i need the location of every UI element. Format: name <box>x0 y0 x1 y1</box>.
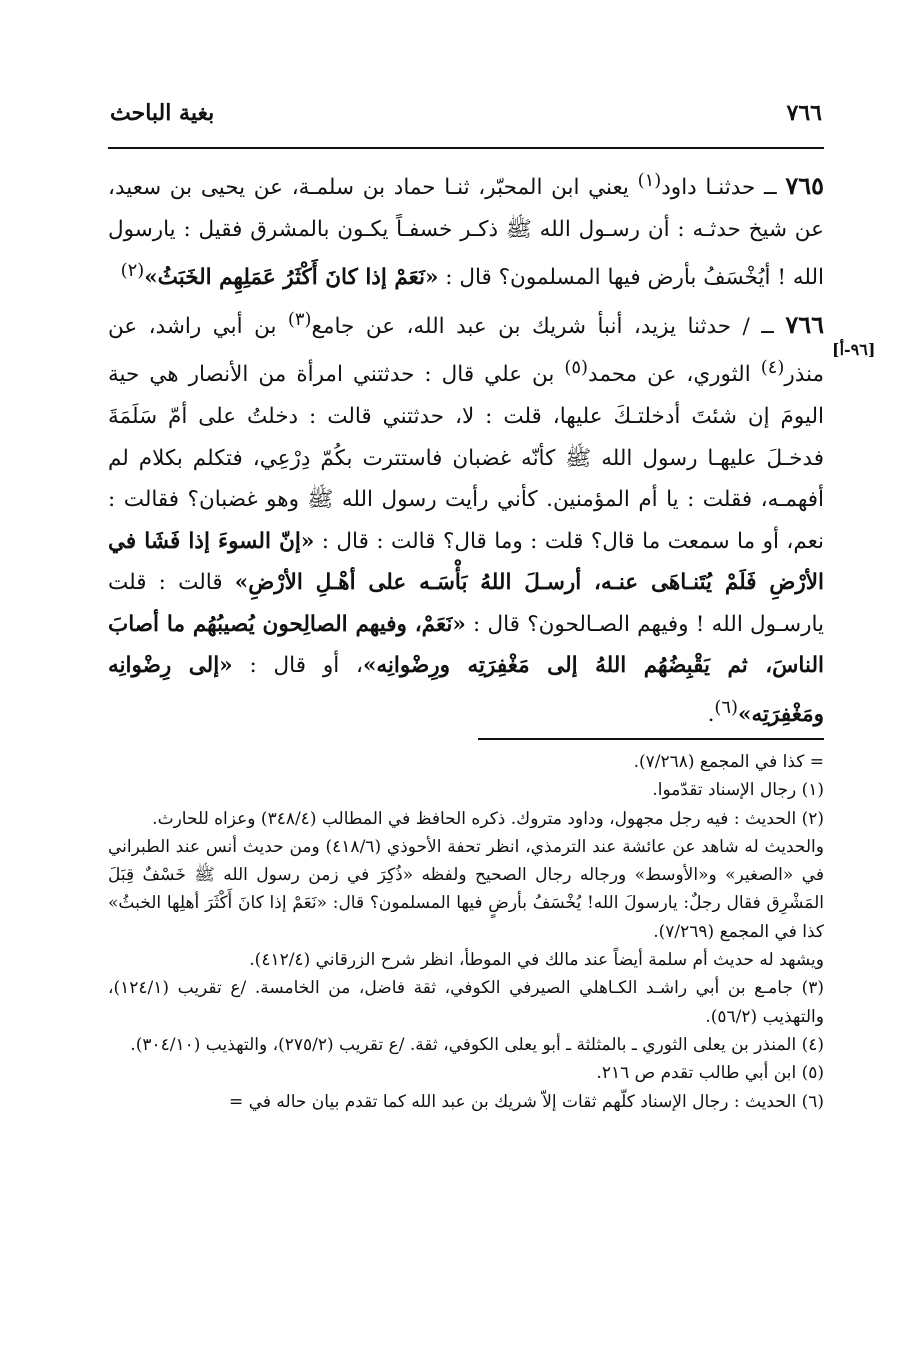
footnote-continuation: = كذا في المجمع (٧/٢٦٨). <box>633 752 824 772</box>
header-rule <box>108 147 824 149</box>
prophetic-quote: «إلى رِضْوانِه ومَغْفِرَتِه» <box>108 653 824 727</box>
prophetic-quote: «إنّ السوءَ إذا فَشَا في الأرْضِ فَلَمْ يُتَنـاهَى عنـه، أرسـلَ اللهُ بَأْسَـه على أهْـلِ الأرْضِ» <box>108 528 824 596</box>
margin-folio-note: [٩٦-أ] <box>832 340 876 359</box>
page-header <box>110 100 822 130</box>
footnote-2-shahid-2: ويشهد له حديث أم سلمة أيضاً عند مالك في الموطأ، انظر شرح الزرقاني (٤١٢/٤). <box>249 950 824 971</box>
prophetic-quote: «نَعَمْ إذا كانَ أَكْثَرُ عَمَلِهِم الخَبَثُ» <box>144 265 439 291</box>
footnote-ref: (٦) <box>714 696 739 718</box>
prophetic-quote: «نَعَمْ، وفيهم الصالِحون يُصيبُهُم ما أصابَ الناسَ، ثم يَقْبِضُهُم اللهُ إلى مَغْفِرَتِه ورِضْوانِه» <box>108 611 824 679</box>
footnote-ref: (٣) <box>287 308 312 330</box>
hadith-765 <box>108 160 824 299</box>
footnote-ref: (١) <box>637 170 662 191</box>
footnote-5: (٥) ابن أبي طالب تقدم ص ٢١٦. <box>596 1063 824 1084</box>
hadith-text: بن أبي راشد، عن منذر <box>108 313 824 388</box>
main-text <box>108 160 824 735</box>
hadith-number: ٧٦٦ <box>785 309 824 339</box>
hadith-text: قالت : قلت يارسـول الله ! وفيهم الصـالحون؟ قال : <box>108 570 825 637</box>
hadith-766 <box>108 299 824 735</box>
hadith-text: بن علي قال : حدثتني امرأة من الأنصار هي حية اليومَ إن شئتَ أدخلتـكَ عليها، قلت : لا، حدثتني قالت : دخلتُ على أمّ سَلَمَةَ فدخـلَ عليهـا رسول الله ﷺ كأنّه غضبان فاستترت بكُمّ دِرْعِي، فتكلم بكلام لم أفهمـه، فقلت : يا أم المؤمنين. كأني رأيت رسول الله ﷺ وهو غضبان؟ فقالت : نعم، أو ما سمعت ما قال؟ قلت : وما قال؟ قالت : قال : <box>108 362 824 554</box>
book-title: بغية الباحث <box>110 100 215 126</box>
footnote-6: (٦) الحديث : رجال الإسناد كلّهم ثقات إلاّ شريك بن عبد الله كما تقدم بيان حاله في = <box>229 1091 824 1112</box>
footnote-2-shahid: والحديث له شاهد عن عائشة عند الترمذي، انظر تحفة الأحوذي (٤١٨/٦) ومن حديث أنس عند الطبراني في «الصغير» و«الأوسط» ورجاله رجال الصحيح ولفظه «ذُكِرَ في زمن رسول الله ﷺ خَسْفٌ قِبَلَ المَشْرِق فقال رجلٌ: يارسولَ الله! يُخْسَفُ بأرضٍ فيها المسلمون؟ قال: «نَعَمْ إذا كانَ أَكْثَرَ أهلِها الخبثُ» كذا في المجمع (٧/٢٦٩). <box>108 836 824 942</box>
footnote-4: (٤) المنذر بن يعلى الثوري ـ بالمثلثة ـ أبو يعلى الكوفي، ثقة. /ع تقريب (٢٧٥/٢)، والتهذيب (٣٠٤/١٠). <box>130 1034 824 1055</box>
footnote-rule <box>478 738 824 740</box>
hadith-text: ــ / حدثنا يزيد، أنبأ شريك بن عبد الله، عن جامع <box>311 313 774 339</box>
hadith-text: الثوري، عن محمد <box>588 362 761 388</box>
hadith-text: ــ حدثنـا داود <box>661 175 777 201</box>
footnote-ref: (٥) <box>564 357 589 379</box>
footnote-1: (١) رجال الإسناد تقدّموا. <box>652 780 824 801</box>
footnote-3: (٣) جامـع بن أبي راشـد الكـاهلي الصيرفي الكوفي، ثقة فاضل، من الخامسة. /ع تقريب (١٢٤/١)، والتهذيب (٥٦/٢). <box>108 978 824 1027</box>
page-number: ٧٦٦ <box>786 100 822 126</box>
footnotes <box>108 748 824 1116</box>
hadith-text: . <box>707 701 715 727</box>
hadith-text: يعني ابن المحبّر، ثنـا حماد بن سلمـة، عن يحيى بن سعيد، عن شيخ حدثـه : أن رسـول الله ﷺ ذكـر خسفـاً يكـون بالمشرق فقيل : يارسول الله ! أيُخْسَفُ بأرض فيها المسلمون؟ قال : <box>108 175 824 291</box>
footnote-ref: (٢) <box>120 260 145 282</box>
footnote-2: (٢) الحديث : فيه رجل مجهول، وداود متروك. ذكره الحافظ في المطالب (٣٤٨/٤) وعزاه للحارث. <box>152 808 824 829</box>
footnote-ref: (٤) <box>760 357 785 379</box>
hadith-text: ، أو قال : <box>232 653 363 679</box>
hadith-number: ٧٦٥ <box>785 171 824 201</box>
